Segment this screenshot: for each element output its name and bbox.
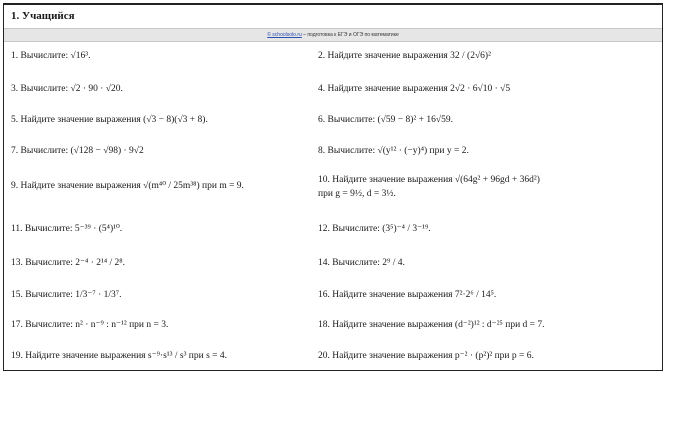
task-16-expression: 7²·2⁶ / 14⁵. — [454, 290, 497, 300]
task-20-expression: p⁻² · (p²)² при p = 6. — [454, 351, 534, 361]
task-17: 17. Вычислите: n² · n⁻⁹ : n⁻¹² при n = 3. — [11, 320, 169, 330]
task-10-expression: √(64g² + 96gd + 36d²) — [454, 175, 540, 185]
source-link[interactable]: © schoolsolo.ru — [267, 32, 302, 38]
task-4-expression: 2√2 · 6√10 · √5 — [450, 84, 511, 94]
task-16: 16. Найдите значение выражения 7²·2⁶ / 14⁵. — [318, 290, 497, 300]
task-3-expression: √2 · 90 · √20. — [70, 84, 123, 94]
task-7: 7. Вычислите: (√128 − √98) · 9√2 — [11, 146, 144, 156]
source-banner — [4, 28, 662, 42]
worksheet-title: 1. Учащийся — [11, 10, 75, 22]
worksheet — [3, 3, 663, 371]
task-10-condition: при g = 9½, d = 3½. — [318, 189, 396, 199]
task-5: 5. Найдите значение выражения (√3 − 8)(√3 + 8). — [11, 115, 208, 125]
task-11-expression: 5⁻³⁹ · (5⁴)¹⁰. — [74, 224, 123, 234]
task-20: 20. Найдите значение выражения p⁻² · (p²)² при p = 6. — [318, 351, 534, 361]
task-10: 10. Найдите значение выражения √(64g² + 96gd + 36d²) при g = 9½, d = 3½. — [318, 175, 540, 199]
task-14: 14. Вычислите: 2⁹ / 4. — [318, 258, 405, 268]
task-11: 11. Вычислите: 5⁻³⁹ · (5⁴)¹⁰. — [11, 224, 123, 234]
task-6: 6. Вычислите: (√59 − 8)² + 16√59. — [318, 115, 453, 125]
task-2: 2. Найдите значение выражения 32 / (2√6)² — [318, 51, 491, 61]
task-3: 3. Вычислите: √2 · 90 · √20. — [11, 84, 123, 94]
task-13: 13. Вычислите: 2⁻⁴ · 2¹⁴ / 2⁸. — [11, 258, 125, 268]
task-9: 9. Найдите значение выражения √(m⁴⁰ / 25m³⁸) при m = 9. — [11, 181, 244, 191]
task-5-expression: (√3 − 8)(√3 + 8). — [143, 115, 208, 125]
top-rule — [4, 3, 662, 5]
task-15-expression: 1/3⁻⁷ · 1/3⁷. — [75, 290, 122, 300]
task-1-expression: √16³. — [70, 51, 91, 61]
task-18-expression: (d⁻²)¹² : d⁻²⁵ при d = 7. — [454, 320, 545, 330]
task-17-expression: n² · n⁻⁹ : n⁻¹² при n = 3. — [75, 320, 169, 330]
task-12-expression: (3⁵)⁻⁴ / 3⁻¹⁹. — [382, 224, 431, 234]
source-banner-text: – подготовка к ЕГЭ и ОГЭ по математике — [301, 32, 399, 38]
task-15: 15. Вычислите: 1/3⁻⁷ · 1/3⁷. — [11, 290, 122, 300]
task-1: 1. Вычислите: √16³. — [11, 51, 91, 61]
task-7-expression: (√128 − √98) · 9√2 — [70, 146, 144, 156]
task-13-expression: 2⁻⁴ · 2¹⁴ / 2⁸. — [75, 258, 125, 268]
task-2-expression: 32 / (2√6)² — [450, 51, 491, 61]
task-19: 19. Найдите значение выражения s⁻⁹·s¹³ / s³ при s = 4. — [11, 351, 228, 361]
task-18: 18. Найдите значение выражения (d⁻²)¹² : d⁻²⁵ при d = 7. — [318, 320, 545, 330]
task-4: 4. Найдите значение выражения 2√2 · 6√10 · √5 — [318, 84, 511, 94]
task-6-expression: (√59 − 8)² + 16√59. — [377, 115, 453, 125]
task-8: 8. Вычислите: √(y¹² · (−y)⁴) при y = 2. — [318, 146, 469, 156]
task-14-expression: 2⁹ / 4. — [382, 258, 405, 268]
task-9-expression: √(m⁴⁰ / 25m³⁸) при m = 9. — [143, 181, 244, 191]
task-19-expression: s⁻⁹·s¹³ / s³ при s = 4. — [147, 351, 228, 361]
task-12: 12. Вычислите: (3⁵)⁻⁴ / 3⁻¹⁹. — [318, 224, 431, 234]
task-8-expression: √(y¹² · (−y)⁴) при y = 2. — [377, 146, 469, 156]
